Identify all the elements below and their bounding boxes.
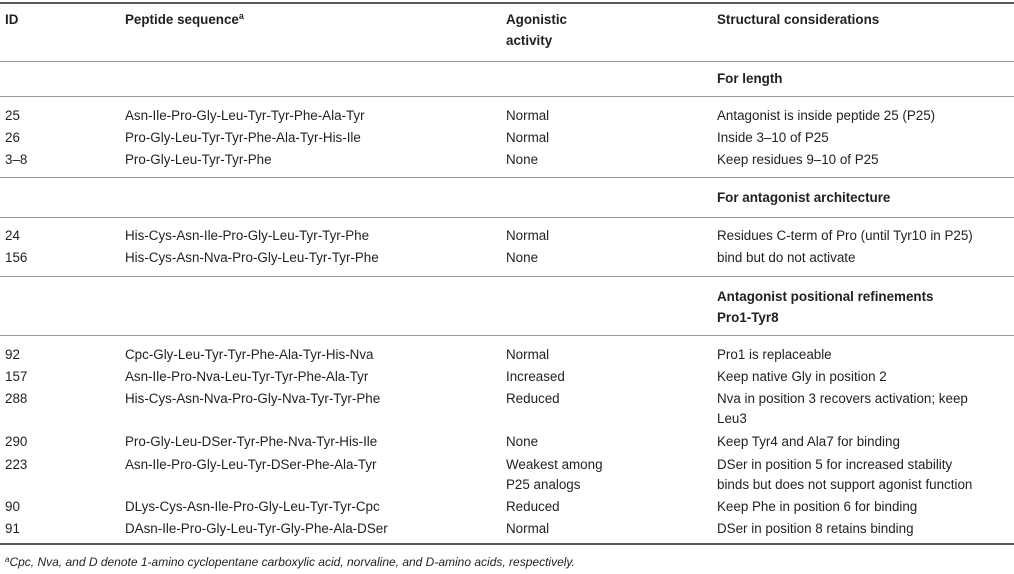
section-refinements [717,286,934,328]
header-structural: Structural considerations [717,12,880,27]
table-row [0,226,1014,246]
table-row [0,432,1014,452]
table-row [0,128,1014,148]
header-activity-line2: activity [506,33,553,48]
cell-activity: Normal [506,108,550,123]
table-bottom-rule [0,543,1014,545]
table-row [0,367,1014,387]
section-rule [0,96,1014,97]
table-row [0,519,1014,539]
table-footnote [5,554,575,570]
cell-activity: Reduced [506,391,560,406]
cell-sequence: DLys-Cys-Asn-Ile-Pro-Gly-Leu-Tyr-Tyr-Cpc [125,499,380,514]
cell-structural: Pro1 is replaceable [717,347,832,362]
cell-id: 24 [5,228,20,243]
cell-activity: None [506,250,539,265]
header-id: ID [5,12,19,27]
table-row [0,345,1014,365]
cell-id: 92 [5,347,20,362]
cell-id: 157 [5,369,28,384]
cell-id: 90 [5,499,20,514]
cell-structural: Keep residues 9–10 of P25 [717,152,879,167]
cell-id: 26 [5,130,20,145]
cell-structural: DSer in position 5 for increased stability [717,457,953,472]
cell-structural: Keep Tyr4 and Ala7 for binding [717,434,900,449]
section-rule [0,335,1014,336]
header-sequence [125,9,244,30]
cell-sequence: Pro-Gly-Leu-DSer-Tyr-Phe-Nva-Tyr-His-Ile [125,434,378,449]
cell-sequence: Asn-Ile-Pro-Gly-Leu-Tyr-Tyr-Phe-Ala-Tyr [125,108,365,123]
cell-sequence: His-Cys-Asn-Nva-Pro-Gly-Leu-Tyr-Tyr-Phe [125,250,379,265]
table-row [0,248,1014,268]
section-rule [0,177,1014,178]
cell-sequence: Pro-Gly-Leu-Tyr-Tyr-Phe [125,152,272,167]
cell-activity: Normal [506,130,550,145]
section-refinements-line1: Antagonist positional refinements [717,289,934,304]
cell-structural: Keep native Gly in position 2 [717,369,887,384]
cell-sequence: His-Cys-Asn-Nva-Pro-Gly-Nva-Tyr-Tyr-Phe [125,391,381,406]
cell-sequence: His-Cys-Asn-Ile-Pro-Gly-Leu-Tyr-Tyr-Phe [125,228,370,243]
cell-id: 223 [5,457,28,472]
footnote-mark: a [5,555,10,564]
table-row [0,497,1014,517]
table-row [0,150,1014,170]
cell-sequence: Asn-Ile-Pro-Nva-Leu-Tyr-Tyr-Phe-Ala-Tyr [125,369,369,384]
cell-activity: None [506,152,539,167]
cell-structural: DSer in position 8 retains binding [717,521,914,536]
footnote-text: Cpc, Nva, and D denote 1-amino cyclopentane carboxylic acid, norvaline, and D-amino acids, respectively. [9,555,575,569]
section-rule [0,276,1014,277]
cell-activity: Reduced [506,499,560,514]
cell-activity: Normal [506,347,550,362]
cell-activity: None [506,434,539,449]
section-rule [0,217,1014,218]
cell-activity: Weakest among [506,457,603,472]
cell-sequence: Asn-Ile-Pro-Gly-Leu-Tyr-DSer-Phe-Ala-Tyr [125,457,377,472]
header-sequence-label: Peptide sequence [125,12,239,27]
cell-id: 25 [5,108,20,123]
cell-structural: Keep Phe in position 6 for binding [717,499,918,514]
cell-sequence: Pro-Gly-Leu-Tyr-Tyr-Phe-Ala-Tyr-His-Ile [125,130,361,145]
table-row [0,106,1014,126]
cell-structural-cont: Leu3 [717,411,747,426]
cell-activity: Normal [506,228,550,243]
cell-activity: Increased [506,369,565,384]
header-activity [506,9,567,51]
section-for-architecture: For antagonist architecture [717,190,891,205]
section-refinements-line2: Pro1-Tyr8 [717,310,779,325]
cell-activity-cont: P25 analogs [506,477,581,492]
table-top-rule [0,2,1014,4]
cell-id: 3–8 [5,152,28,167]
cell-id: 156 [5,250,28,265]
header-sequence-footnote-mark: a [238,11,244,21]
cell-activity: Normal [506,521,550,536]
cell-sequence: DAsn-Ile-Pro-Gly-Leu-Tyr-Gly-Phe-Ala-DSer [125,521,388,536]
cell-id: 288 [5,391,28,406]
cell-structural: Residues C-term of Pro (until Tyr10 in P25) [717,228,973,243]
cell-structural: Inside 3–10 of P25 [717,130,829,145]
cell-id: 290 [5,434,28,449]
cell-id: 91 [5,521,20,536]
table-row [0,455,1014,497]
header-rule [0,61,1014,62]
table-row [0,389,1014,431]
cell-structural: bind but do not activate [717,250,856,265]
cell-structural: Antagonist is inside peptide 25 (P25) [717,108,936,123]
cell-structural-cont: binds but does not support agonist function [717,477,973,492]
section-for-length: For length [717,71,783,86]
cell-structural: Nva in position 3 recovers activation; keep [717,391,968,406]
cell-sequence: Cpc-Gly-Leu-Tyr-Tyr-Phe-Ala-Tyr-His-Nva [125,347,374,362]
header-activity-line1: Agonistic [506,12,568,27]
